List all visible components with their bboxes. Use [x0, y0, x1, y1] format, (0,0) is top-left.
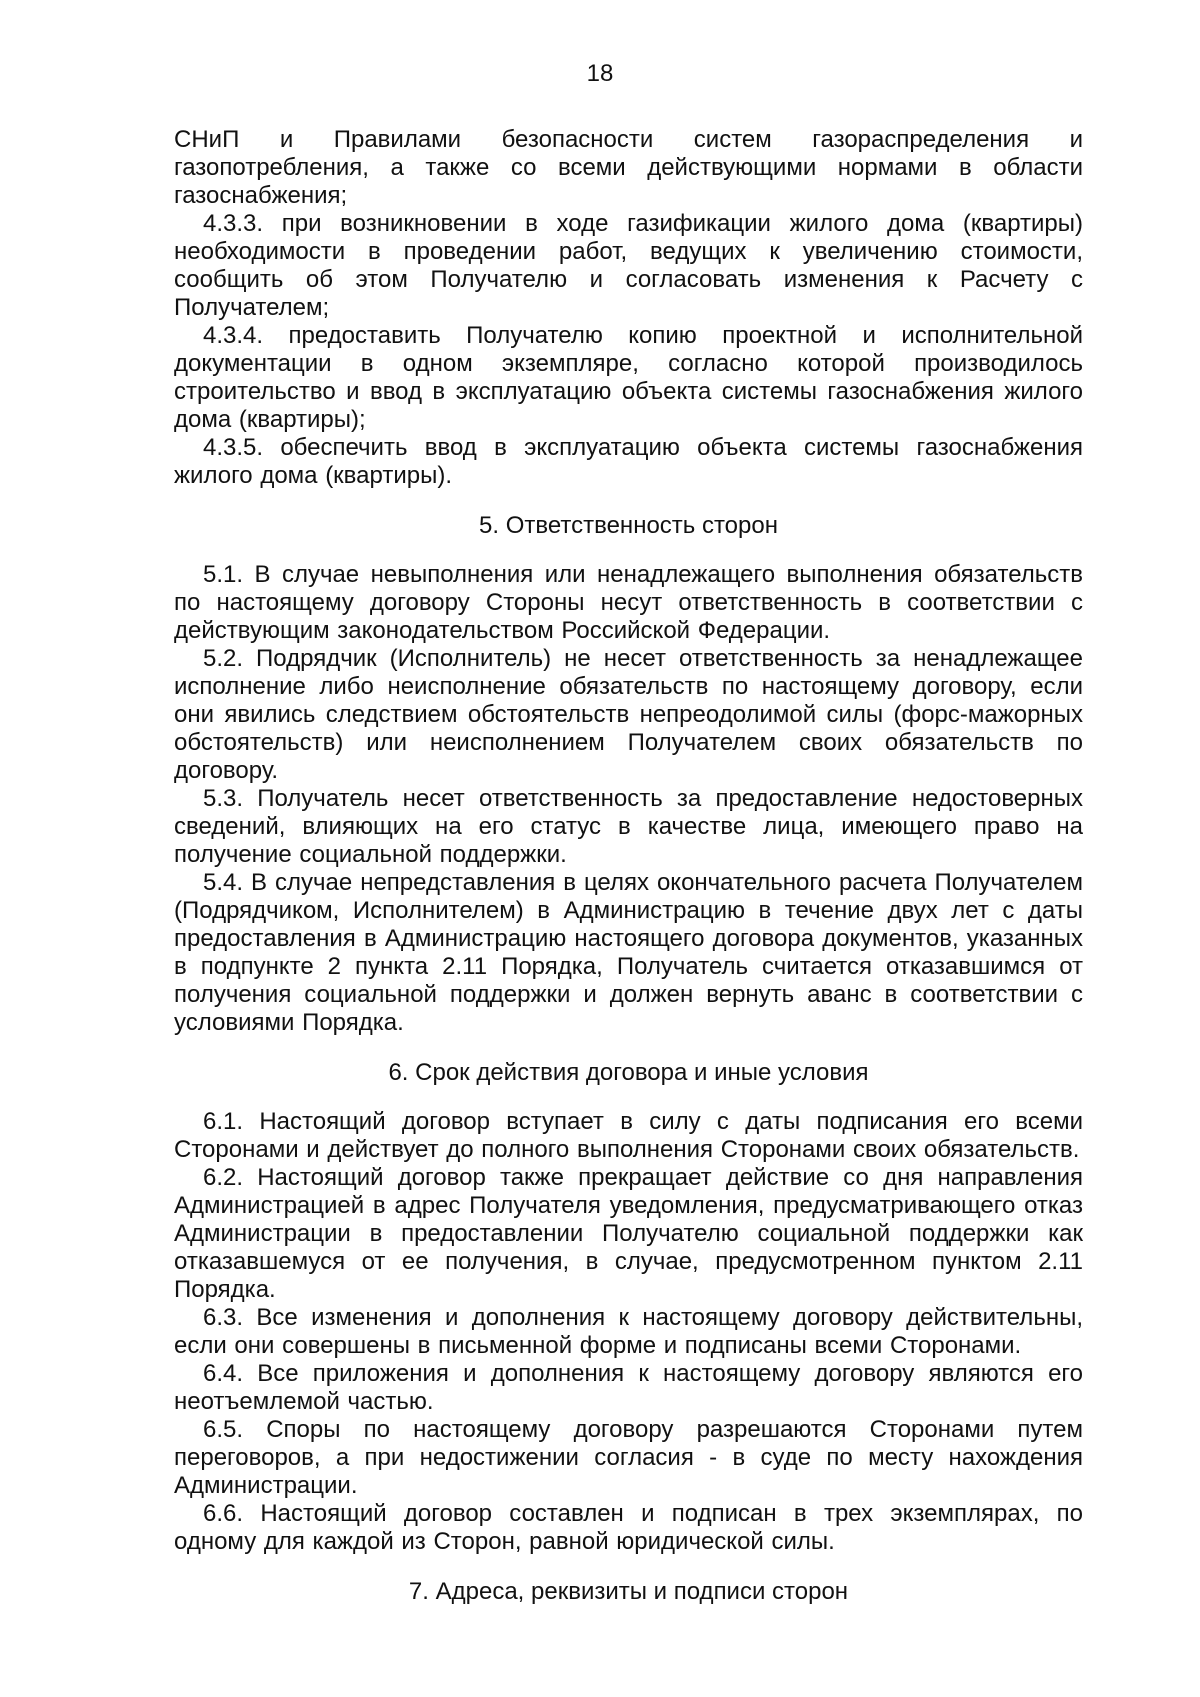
document-body — [174, 126, 1083, 1606]
section-6-heading: 6. Срок действия договора и иные условия — [388, 1059, 869, 1086]
page-number: 18 — [586, 60, 614, 87]
paragraph-6-5: 6.5. Споры по настоящему договору разрешаются Сторонами путем переговоров, а при недостижении согласия - в суде по месту нахождения Администрации. — [174, 1416, 1083, 1499]
paragraph-6-6: 6.6. Настоящий договор составлен и подписан в трех экземплярах, по одному для каждой из Сторон, равной юридической силы. — [174, 1500, 1083, 1555]
paragraph-6-2: 6.2. Настоящий договор также прекращает действие со дня направления Администрацией в адрес Получателя уведомления, предусматривающего отказ Администрации в предоставлении Получателю социальной поддержки как отказавшемуся от ее получения, в случае, предусмотренном пунктом 2.11 Порядка. — [174, 1164, 1083, 1303]
paragraph-6-4: 6.4. Все приложения и дополнения к настоящему договору являются его неотъемлемой частью. — [174, 1360, 1083, 1415]
paragraph-4-3-5: 4.3.5. обеспечить ввод в эксплуатацию объекта системы газоснабжения жилого дома (квартиры). — [174, 434, 1083, 489]
paragraph-5-2: 5.2. Подрядчик (Исполнитель) не несет ответственность за ненадлежащее исполнение либо неисполнение обязательств по настоящему договору, если они явились следствием обстоятельств непреодолимой силы (форс-мажорных обстоятельств) или неисполнением Получателем своих обязательств по договору. — [174, 645, 1083, 784]
paragraph-4-3-3: 4.3.3. при возникновении в ходе газификации жилого дома (квартиры) необходимости в проведении работ, ведущих к увеличению стоимости, сообщить об этом Получателю и согласовать изменения к Расчету с Получателем; — [174, 210, 1083, 321]
section-5-heading: 5. Ответственность сторон — [479, 512, 778, 539]
section-7-heading: 7. Адреса, реквизиты и подписи сторон — [408, 1578, 849, 1605]
paragraph-5-4: 5.4. В случае непредставления в целях окончательного расчета Получателем (Подрядчиком, Исполнителем) в Администрацию в течение двух лет с даты предоставления в Администрацию настоящего договора документов, указанных в подпункте 2 пункта 2.11 Порядка, Получатель считается отказавшимся от получения социальной поддержки и должен вернуть аванс в соответствии с условиями Порядка. — [174, 869, 1083, 1036]
paragraph-6-1: 6.1. Настоящий договор вступает в силу с даты подписания его всеми Сторонами и действует до полного выполнения Сторонами своих обязательств. — [174, 1108, 1083, 1163]
paragraph-6-3: 6.3. Все изменения и дополнения к настоящему договору действительны, если они совершены в письменной форме и подписаны всеми Сторонами. — [174, 1304, 1083, 1359]
paragraph-5-1: 5.1. В случае невыполнения или ненадлежащего выполнения обязательств по настоящему договору Стороны несут ответственность в соответствии с действующим законодательством Российской Федерации. — [174, 561, 1083, 644]
paragraph-continuation: СНиП и Правилами безопасности систем газораспределения и газопотребления, а также со всеми действующими нормами в области газоснабжения; — [174, 126, 1083, 209]
paragraph-4-3-4: 4.3.4. предоставить Получателю копию проектной и исполнительной документации в одном экземпляре, согласно которой производилось строительство и ввод в эксплуатацию объекта системы газоснабжения жилого дома (квартиры); — [174, 322, 1083, 433]
paragraph-5-3: 5.3. Получатель несет ответственность за предоставление недостоверных сведений, влияющих на его статус в качестве лица, имеющего право на получение социальной поддержки. — [174, 785, 1083, 868]
